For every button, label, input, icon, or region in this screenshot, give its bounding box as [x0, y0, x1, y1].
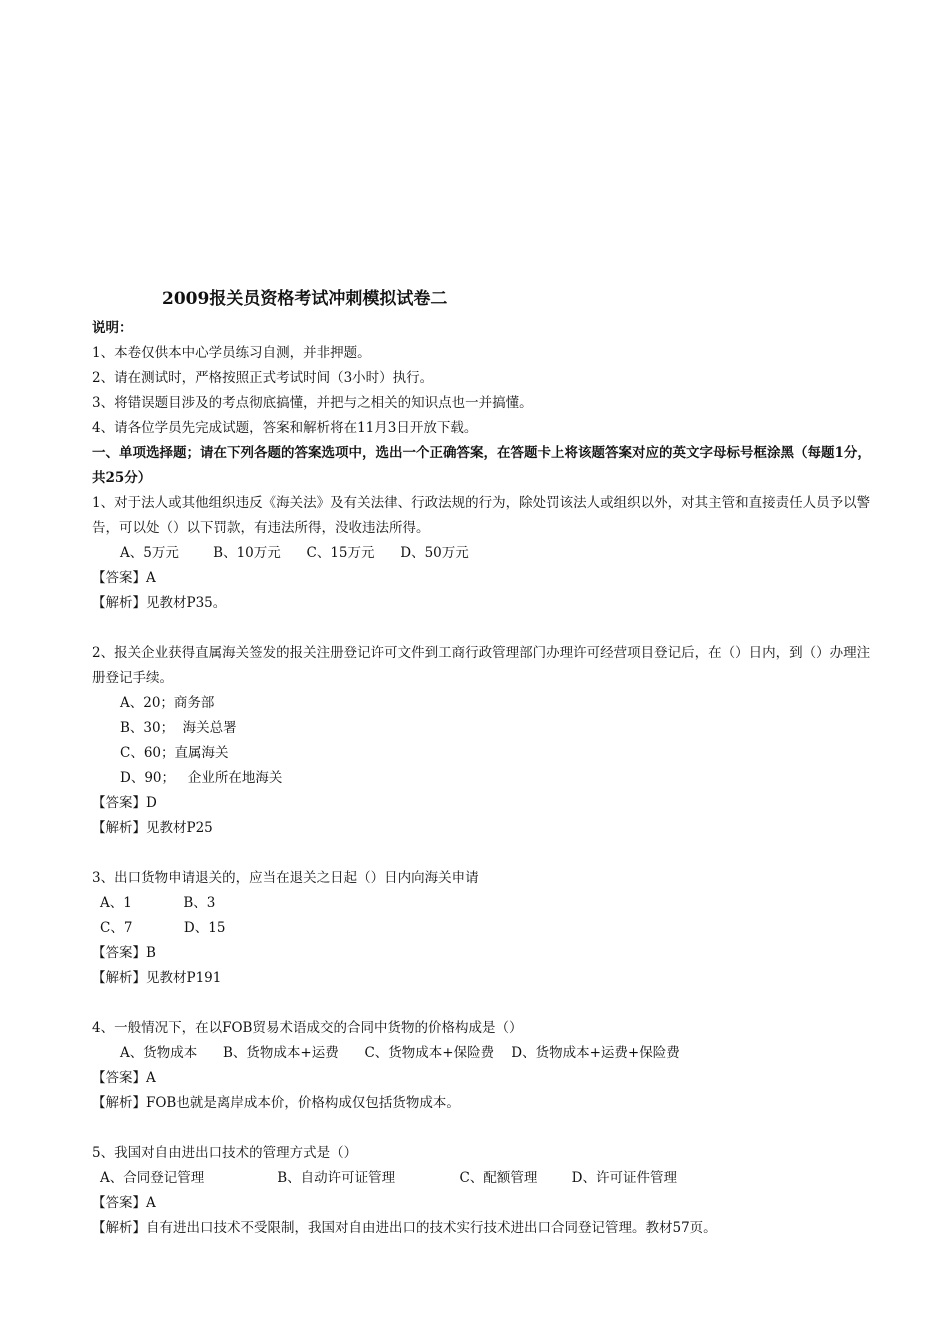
spacer — [92, 991, 872, 1016]
question-option: A、20；商务部 — [120, 695, 215, 711]
question-options: A、货物成本 B、货物成本+运费 C、货物成本+保险费 D、货物成本+运费+保险费 — [120, 1045, 680, 1061]
spacer — [92, 616, 872, 641]
question-options: C、7 D、15 — [100, 920, 226, 936]
question-options: A、1 B、3 — [100, 895, 216, 911]
spacer — [92, 841, 872, 866]
question-analysis: 【解析】见教材P35。 — [92, 595, 227, 611]
note-item: 2、请在测试时，严格按照正式考试时间（3小时）执行。 — [92, 370, 434, 386]
question-analysis: 【解析】FOB也就是离岸成本价，价格构成仅包括货物成本。 — [92, 1095, 460, 1111]
question-stem: 5、我国对自由进出口技术的管理方式是（） — [92, 1145, 358, 1161]
question-options: A、5万元 B、10万元 C、15万元 D、50万元 — [120, 545, 469, 561]
question-answer: 【答案】A — [92, 1195, 156, 1211]
question-stem: 4、一般情况下，在以FOB贸易术语成交的合同中货物的价格构成是（） — [92, 1020, 523, 1036]
note-item: 4、请各位学员先完成试题，答案和解析将在11月3日开放下载。 — [92, 420, 478, 436]
question-analysis: 【解析】见教材P25 — [92, 820, 213, 836]
question-answer: 【答案】B — [92, 945, 156, 961]
notes-label: 说明： — [92, 320, 133, 336]
question-stem: 2、报关企业获得直属海关签发的报关注册登记许可文件到工商行政管理部门办理许可经营项目登记后，在（）日内，到（）办理注册登记手续。 — [92, 645, 871, 686]
document-page — [92, 286, 872, 1241]
question-answer: 【答案】D — [92, 795, 157, 811]
spacer — [92, 1116, 872, 1141]
question-stem: 1、对于法人或其他组织违反《海关法》及有关法律、行政法规的行为，除处罚该法人或组织以外，对其主管和直接责任人员予以警告，可以处（）以下罚款，有违法所得，没收违法所得。 — [92, 495, 871, 536]
question-stem: 3、出口货物申请退关的，应当在退关之日起（）日内向海关申请 — [92, 870, 479, 886]
question-analysis: 【解析】见教材P191 — [92, 970, 222, 986]
question-options: A、合同登记管理 B、自动许可证管理 C、配额管理 D、许可证件管理 — [100, 1170, 677, 1186]
section-heading: 一、单项选择题；请在下列各题的答案选项中，选出一个正确答案，在答题卡上将该题答案对应的英文字母标号框涂黑（每题1分，共25分） — [92, 445, 871, 486]
note-item: 1、本卷仅供本中心学员练习自测，并非押题。 — [92, 345, 371, 361]
question-option: B、30； 海关总署 — [120, 720, 237, 736]
question-analysis: 【解析】自有进出口技术不受限制，我国对自由进出口的技术实行技术进出口合同登记管理。教材57页。 — [92, 1220, 717, 1236]
question-answer: 【答案】A — [92, 1070, 156, 1086]
question-answer: 【答案】A — [92, 570, 156, 586]
document-title: 2009报关员资格考试冲刺模拟试卷二 — [162, 289, 448, 309]
note-item: 3、将错误题目涉及的考点彻底搞懂，并把与之相关的知识点也一并搞懂。 — [92, 395, 533, 411]
question-option: C、60；直属海关 — [120, 745, 229, 761]
question-option: D、90； 企业所在地海关 — [120, 770, 283, 786]
